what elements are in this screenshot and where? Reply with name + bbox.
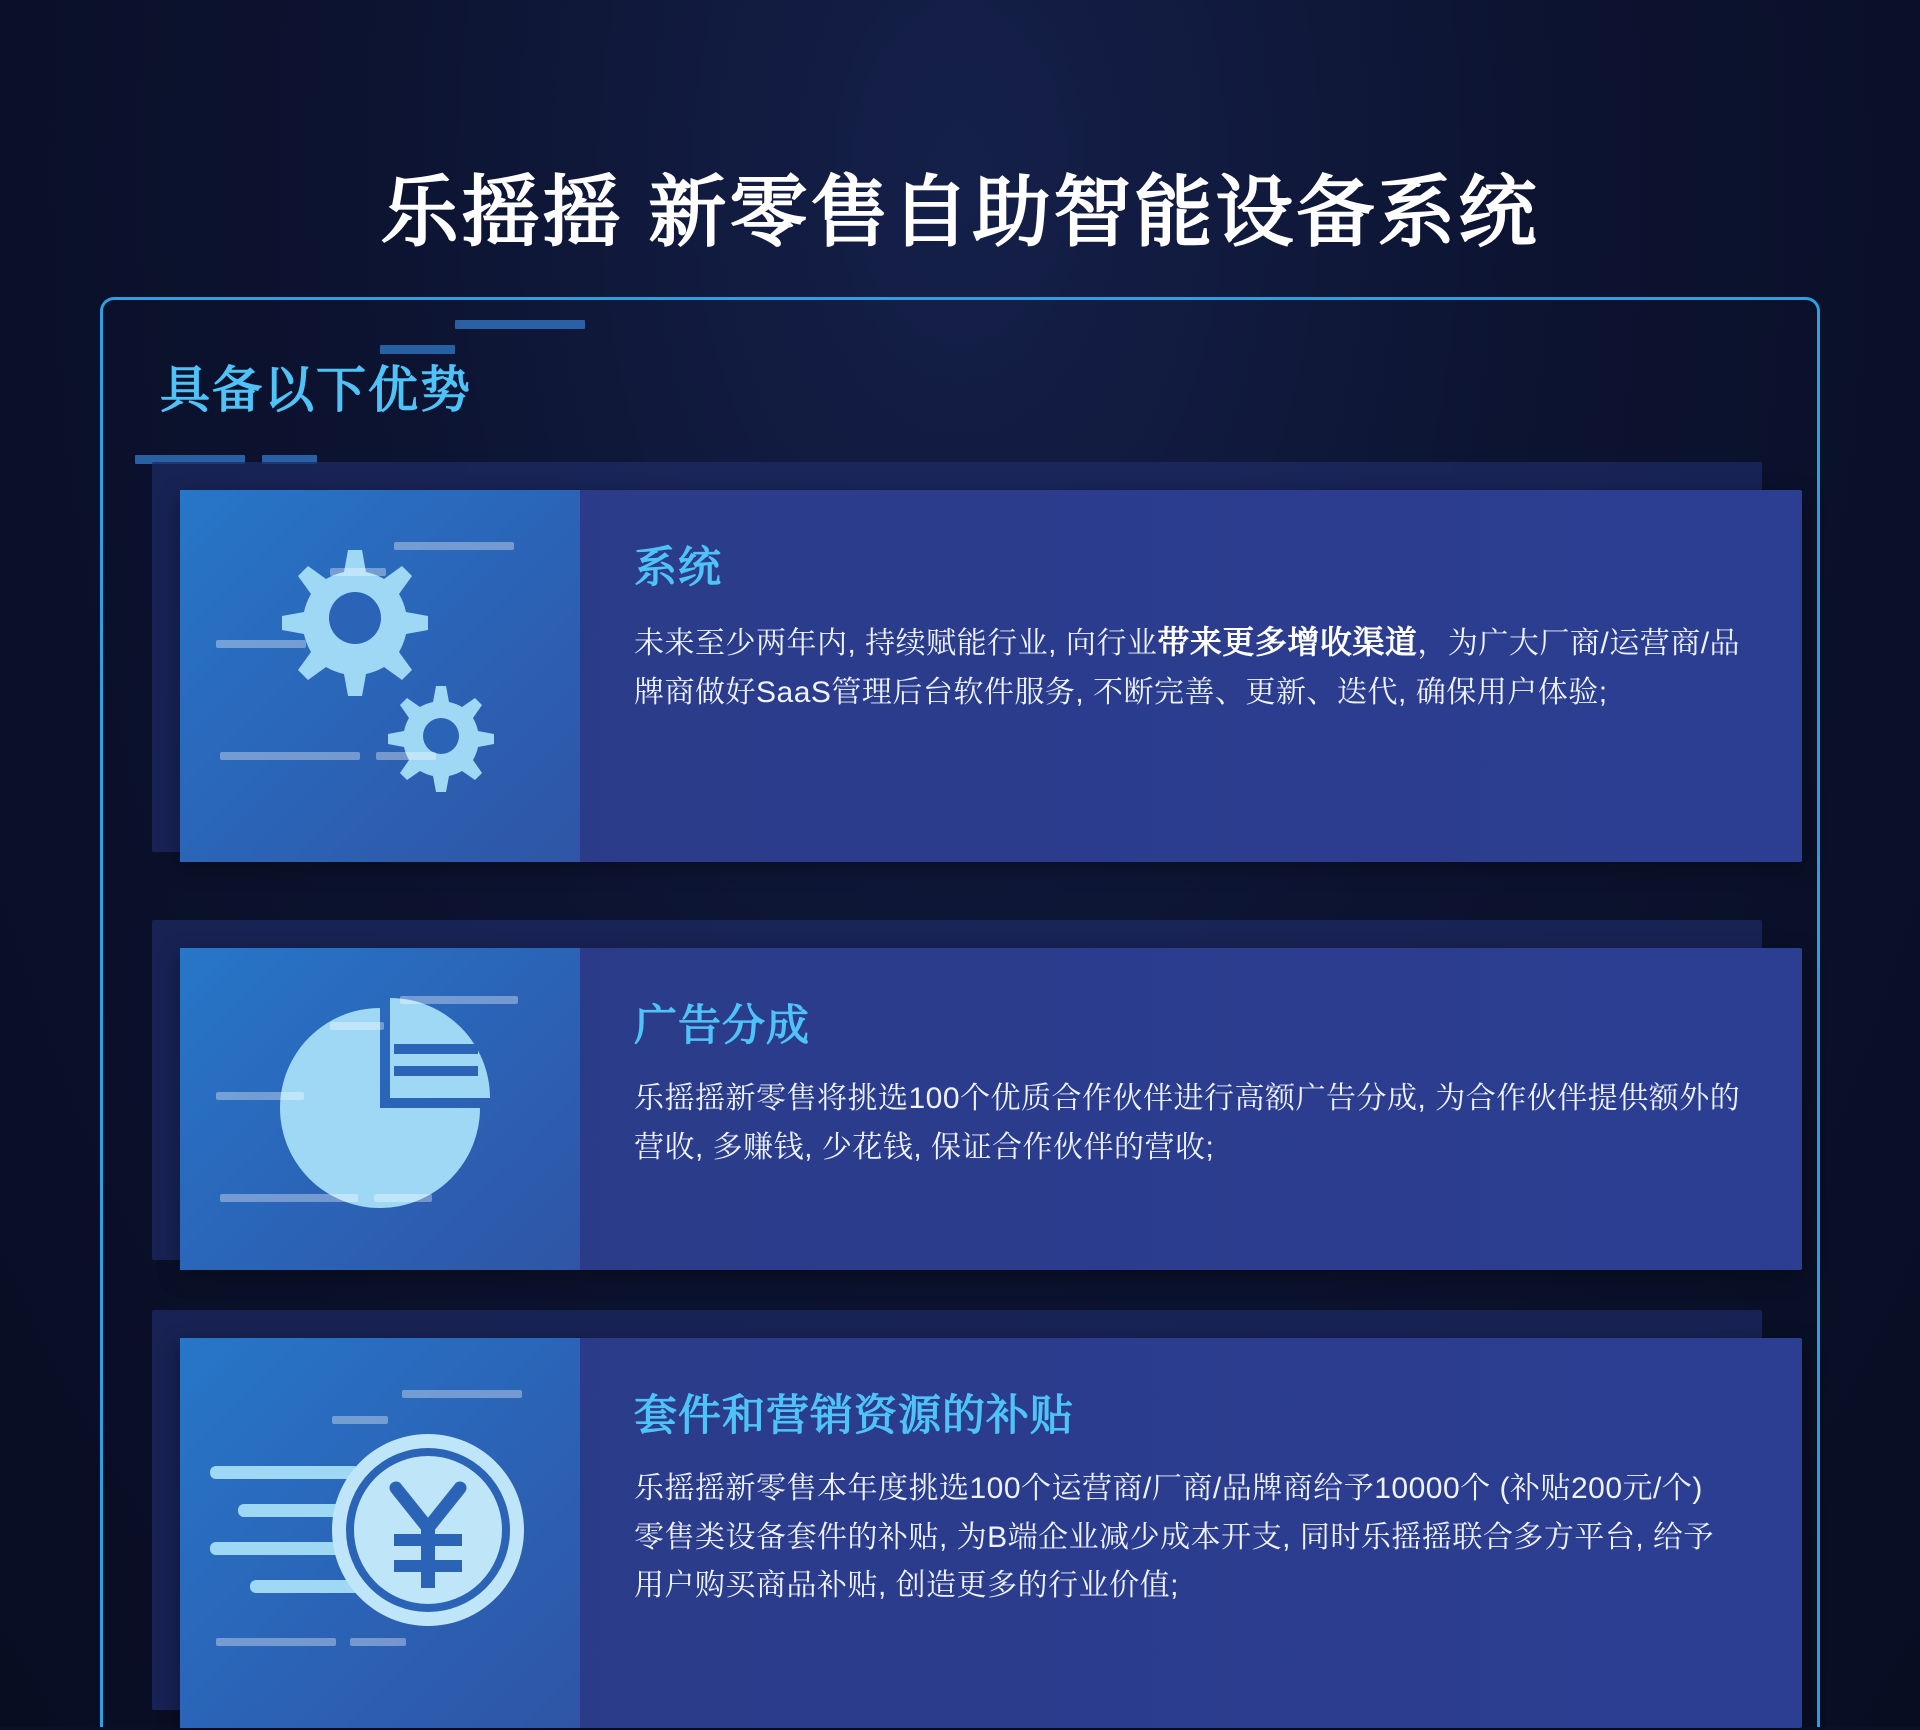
icon-dash — [220, 1194, 358, 1202]
card-2 — [180, 948, 1802, 1270]
advantage-card-2 — [152, 920, 1762, 1290]
page-title: 乐摇摇 新零售自助智能设备系统 — [380, 168, 1540, 256]
icon-dash — [376, 752, 436, 760]
advantage-card-3 — [152, 1310, 1762, 1730]
icon-dash — [400, 996, 518, 1004]
icon-dash — [330, 568, 386, 576]
card-3-body — [580, 1338, 1802, 1728]
decor-dash-1 — [455, 320, 585, 329]
card-1-text-after: ，为广大厂商/运营商/品牌商做好SaaS管理后台软件服务, 不断完善、更新、迭代, 确保用户体验; — [634, 627, 1741, 709]
card-2-body — [580, 948, 1802, 1270]
card-1-text-emphasis: 带来更多增收渠道 — [1157, 624, 1418, 660]
card-3-title: 套件和营销资源的补贴 — [634, 1392, 1074, 1440]
gears-icon — [180, 490, 580, 862]
icon-dash — [374, 1194, 432, 1202]
card-2-text: 乐摇摇新零售将挑选100个优质合作伙伴进行高额广告分成, 为合作伙伴提供额外的营收, 多赚钱, 少花钱, 保证合作伙伴的营收; — [634, 1082, 1741, 1164]
decor-dash-2 — [380, 345, 455, 354]
icon-dash — [394, 542, 514, 550]
icon-dash — [216, 1638, 336, 1646]
icon-dash — [332, 1416, 388, 1424]
pie-chart-icon — [180, 948, 580, 1270]
card-1-text — [634, 617, 1742, 717]
card-1 — [180, 490, 1802, 862]
icon-dash — [350, 1638, 406, 1646]
card-1-body — [580, 490, 1802, 862]
advantage-card-1 — [152, 462, 1762, 882]
icon-dash — [216, 1092, 304, 1100]
icon-dash — [216, 640, 306, 648]
card-2-title: 广告分成 — [634, 1002, 810, 1050]
icon-dash — [402, 1390, 522, 1398]
yuan-coin-icon — [180, 1338, 580, 1728]
card-3-text: 乐摇摇新零售本年度挑选100个运营商/厂商/品牌商给予10000个 (补贴200元/个) 零售类设备套件的补贴, 为B端企业减少成本开支, 同时乐摇摇联合多方平台, 给予用户购买商品补贴, 创造更多的行业价值; — [634, 1472, 1715, 1603]
card-1-title: 系统 — [634, 544, 722, 592]
icon-dash — [330, 1022, 384, 1030]
section-heading: 具备以下优势 — [160, 362, 472, 418]
card-3 — [180, 1338, 1802, 1728]
icon-dash — [220, 752, 360, 760]
card-1-text-before: 未来至少两年内, 持续赋能行业, 向行业 — [634, 627, 1158, 660]
